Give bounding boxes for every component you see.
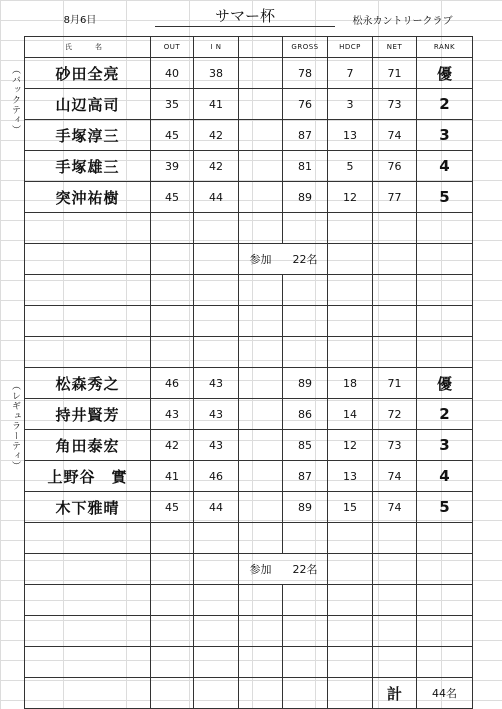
score-net: 77 (373, 182, 417, 213)
player-name: 砂田全亮 (25, 58, 151, 89)
blank-row (25, 213, 473, 244)
col-header-blank (239, 37, 283, 58)
cell-empty (239, 213, 283, 244)
cell-empty (373, 523, 417, 554)
score-net: 74 (373, 120, 417, 151)
player-row (25, 151, 473, 182)
cell-empty (151, 554, 194, 585)
col-header-hdcp: HDCP (328, 37, 373, 58)
player-row (25, 399, 473, 430)
cell-empty (194, 275, 239, 306)
cell-empty (417, 306, 473, 337)
player-row (25, 430, 473, 461)
col-header-net: NET (373, 37, 417, 58)
cell-empty (417, 213, 473, 244)
participants-count: 22名 (283, 244, 328, 275)
cell-empty (25, 306, 151, 337)
score-in: 38 (194, 58, 239, 89)
cell-empty (373, 275, 417, 306)
cell-empty (239, 616, 283, 647)
cell-empty (283, 523, 328, 554)
rank: 2 (417, 399, 473, 430)
score-net: 71 (373, 368, 417, 399)
player-name: 角田泰宏 (25, 430, 151, 461)
cell-empty (417, 275, 473, 306)
cell-empty (194, 306, 239, 337)
player-name: 木下雅晴 (25, 492, 151, 523)
cell-empty (328, 523, 373, 554)
cell-empty (239, 182, 283, 213)
score-out: 39 (151, 151, 194, 182)
cell-empty (417, 616, 473, 647)
score-out: 41 (151, 461, 194, 492)
participants-count: 22名 (283, 554, 328, 585)
rank: 3 (417, 430, 473, 461)
rank: 4 (417, 461, 473, 492)
total-row (25, 678, 473, 709)
blank-row (25, 306, 473, 337)
cell-empty (194, 244, 239, 275)
cell-empty (151, 337, 194, 368)
player-row (25, 368, 473, 399)
score-hdcp: 13 (328, 461, 373, 492)
cell-empty (151, 616, 194, 647)
col-header-rank: RANK (417, 37, 473, 58)
cell-empty (239, 151, 283, 182)
rank: 3 (417, 120, 473, 151)
cell-empty (283, 678, 328, 709)
player-name: 山辺高司 (25, 89, 151, 120)
cell-empty (151, 306, 194, 337)
cell-empty (194, 554, 239, 585)
score-net: 74 (373, 461, 417, 492)
cell-empty (417, 244, 473, 275)
score-gross: 87 (283, 120, 328, 151)
cell-empty (373, 306, 417, 337)
player-row (25, 492, 473, 523)
score-gross: 89 (283, 182, 328, 213)
side-label-back-tee: （バックティ） (10, 65, 20, 135)
cell-empty (417, 647, 473, 678)
cell-empty (328, 244, 373, 275)
cell-empty (239, 399, 283, 430)
cell-empty (283, 275, 328, 306)
col-header-name: 氏 名 (25, 37, 151, 58)
score-net: 73 (373, 430, 417, 461)
cell-empty (25, 244, 151, 275)
player-name: 突沖祐樹 (25, 182, 151, 213)
cell-empty (328, 213, 373, 244)
score-in: 43 (194, 399, 239, 430)
score-in: 41 (194, 89, 239, 120)
cell-empty (283, 213, 328, 244)
cell-empty (194, 616, 239, 647)
cell-empty (283, 616, 328, 647)
cell-empty (373, 337, 417, 368)
score-in: 46 (194, 461, 239, 492)
club-name: 松永カントリークラブ (352, 16, 453, 27)
cell-empty (25, 678, 151, 709)
cell-empty (328, 306, 373, 337)
cell-empty (328, 337, 373, 368)
cell-empty (239, 647, 283, 678)
rank: 優 (417, 368, 473, 399)
score-hdcp: 14 (328, 399, 373, 430)
blank-row (25, 337, 473, 368)
blank-row (25, 616, 473, 647)
cell-empty (194, 523, 239, 554)
cell-empty (239, 678, 283, 709)
score-gross: 89 (283, 368, 328, 399)
cell-empty (25, 523, 151, 554)
cell-empty (25, 275, 151, 306)
cell-empty (328, 275, 373, 306)
score-in: 44 (194, 492, 239, 523)
score-net: 72 (373, 399, 417, 430)
score-hdcp: 13 (328, 120, 373, 151)
score-hdcp: 18 (328, 368, 373, 399)
participants-label: 参加 (239, 244, 283, 275)
cell-empty (151, 244, 194, 275)
cell-empty (328, 647, 373, 678)
score-hdcp: 15 (328, 492, 373, 523)
cell-empty (25, 554, 151, 585)
score-in: 42 (194, 151, 239, 182)
score-hdcp: 7 (328, 58, 373, 89)
cell-empty (373, 554, 417, 585)
rank: 優 (417, 58, 473, 89)
cell-empty (239, 306, 283, 337)
participants-label: 参加 (239, 554, 283, 585)
score-gross: 78 (283, 58, 328, 89)
blank-row (25, 275, 473, 306)
cell-empty (417, 523, 473, 554)
player-name: 手塚雄三 (25, 151, 151, 182)
score-out: 43 (151, 399, 194, 430)
cell-empty (25, 213, 151, 244)
player-row (25, 182, 473, 213)
col-header-in: I N (194, 37, 239, 58)
cell-empty (194, 585, 239, 616)
score-gross: 85 (283, 430, 328, 461)
score-gross: 86 (283, 399, 328, 430)
player-row (25, 461, 473, 492)
total-label: 計 (373, 678, 417, 709)
col-header-out: OUT (151, 37, 194, 58)
cell-empty (151, 213, 194, 244)
total-count: 44名 (417, 678, 473, 709)
table-header-row (25, 37, 473, 58)
cell-empty (151, 647, 194, 678)
cell-empty (239, 461, 283, 492)
score-out: 45 (151, 182, 194, 213)
score-hdcp: 3 (328, 89, 373, 120)
results-table (24, 36, 473, 709)
rank: 5 (417, 492, 473, 523)
cell-empty (239, 337, 283, 368)
score-out: 46 (151, 368, 194, 399)
cell-empty (373, 585, 417, 616)
rank: 5 (417, 182, 473, 213)
participants-row (25, 554, 473, 585)
rank: 2 (417, 89, 473, 120)
score-gross: 87 (283, 461, 328, 492)
cell-empty (151, 585, 194, 616)
score-net: 74 (373, 492, 417, 523)
cell-empty (328, 678, 373, 709)
cell-empty (239, 275, 283, 306)
cell-empty (239, 120, 283, 151)
cell-empty (239, 89, 283, 120)
player-name: 上野谷 實 (25, 461, 151, 492)
player-row (25, 58, 473, 89)
score-in: 44 (194, 182, 239, 213)
score-net: 71 (373, 58, 417, 89)
cell-empty (194, 213, 239, 244)
cell-empty (25, 585, 151, 616)
cell-empty (25, 647, 151, 678)
cell-empty (239, 368, 283, 399)
cell-empty (25, 616, 151, 647)
cell-empty (328, 585, 373, 616)
score-net: 73 (373, 89, 417, 120)
cell-empty (283, 306, 328, 337)
player-name: 手塚淳三 (25, 120, 151, 151)
cell-empty (194, 647, 239, 678)
score-in: 43 (194, 430, 239, 461)
cell-empty (283, 585, 328, 616)
score-out: 40 (151, 58, 194, 89)
cell-empty (239, 430, 283, 461)
col-header-gross: GROSS (283, 37, 328, 58)
cell-empty (194, 337, 239, 368)
cell-empty (239, 523, 283, 554)
score-hdcp: 12 (328, 430, 373, 461)
cell-empty (417, 337, 473, 368)
cell-empty (373, 213, 417, 244)
back-tee-section (25, 58, 473, 368)
score-gross: 81 (283, 151, 328, 182)
rank: 4 (417, 151, 473, 182)
cell-empty (151, 678, 194, 709)
side-label-regular-tee: （レギュラーティ） (10, 381, 20, 471)
event-title: サマー杯 (214, 7, 275, 25)
player-row (25, 120, 473, 151)
cell-empty (239, 492, 283, 523)
score-net: 76 (373, 151, 417, 182)
cell-empty (151, 275, 194, 306)
score-in: 43 (194, 368, 239, 399)
regular-tee-section (25, 368, 473, 678)
score-gross: 76 (283, 89, 328, 120)
blank-row (25, 585, 473, 616)
cell-empty (151, 523, 194, 554)
cell-empty (328, 554, 373, 585)
title-underline (155, 26, 335, 27)
cell-empty (239, 585, 283, 616)
cell-empty (239, 58, 283, 89)
cell-empty (328, 616, 373, 647)
player-row (25, 89, 473, 120)
score-out: 45 (151, 120, 194, 151)
cell-empty (373, 616, 417, 647)
score-out: 42 (151, 430, 194, 461)
cell-empty (417, 585, 473, 616)
score-in: 42 (194, 120, 239, 151)
event-date: 8月6日 (63, 15, 97, 26)
score-gross: 89 (283, 492, 328, 523)
cell-empty (25, 337, 151, 368)
score-out: 35 (151, 89, 194, 120)
score-hdcp: 5 (328, 151, 373, 182)
score-hdcp: 12 (328, 182, 373, 213)
cell-empty (373, 647, 417, 678)
cell-empty (283, 647, 328, 678)
blank-row (25, 523, 473, 554)
participants-row (25, 244, 473, 275)
player-name: 松森秀之 (25, 368, 151, 399)
cell-empty (417, 554, 473, 585)
score-out: 45 (151, 492, 194, 523)
cell-empty (283, 337, 328, 368)
player-name: 持井賢芳 (25, 399, 151, 430)
cell-empty (194, 678, 239, 709)
blank-row (25, 647, 473, 678)
cell-empty (373, 244, 417, 275)
